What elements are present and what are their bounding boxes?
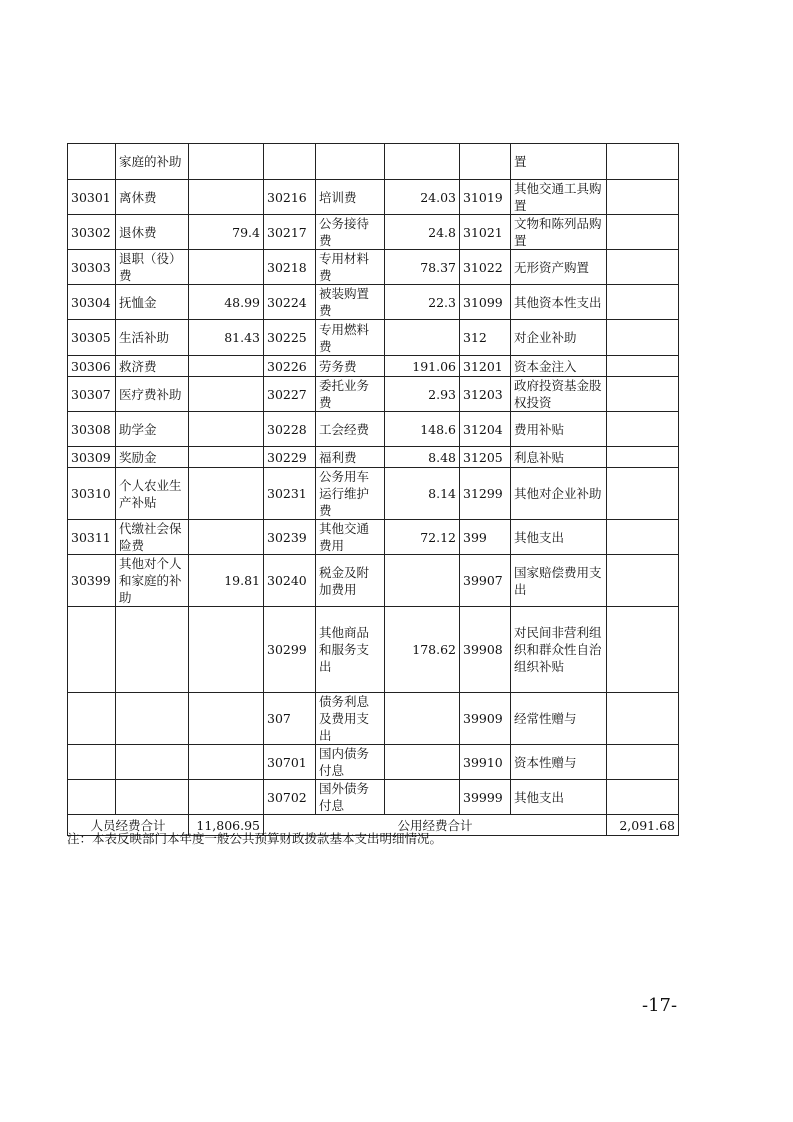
table-row	[68, 356, 679, 377]
table-cell: 24.03	[385, 180, 460, 215]
table-cell: 31299	[460, 468, 511, 520]
table-cell: 福利费	[316, 447, 385, 468]
table-cell: 30302	[68, 215, 116, 250]
table-row	[68, 780, 679, 815]
table-cell: 31203	[460, 377, 511, 412]
table-row	[68, 693, 679, 745]
table-cell	[189, 780, 264, 815]
table-cell	[68, 144, 116, 180]
table-cell: 2.93	[385, 377, 460, 412]
table-cell: 30311	[68, 520, 116, 555]
table-cell: 个人农业生产补贴	[116, 468, 189, 520]
table-cell: 对民间非营利组织和群众性自治组织补贴	[511, 607, 607, 693]
table-row	[68, 447, 679, 468]
table-cell: 30229	[264, 447, 316, 468]
table-cell: 30228	[264, 412, 316, 447]
table-cell	[385, 780, 460, 815]
table-cell: 30305	[68, 320, 116, 356]
table-cell	[116, 745, 189, 780]
table-cell: 307	[264, 693, 316, 745]
table-cell: 30299	[264, 607, 316, 693]
table-cell: 委托业务费	[316, 377, 385, 412]
table-cell: 生活补助	[116, 320, 189, 356]
table-row	[68, 412, 679, 447]
table-cell	[189, 607, 264, 693]
table-cell: 31205	[460, 447, 511, 468]
table-cell: 经常性赠与	[511, 693, 607, 745]
table-cell	[607, 412, 679, 447]
table-cell: 31022	[460, 250, 511, 285]
table-cell: 劳务费	[316, 356, 385, 377]
table-cell: 8.14	[385, 468, 460, 520]
table-cell	[607, 320, 679, 356]
table-cell	[385, 745, 460, 780]
table-cell	[189, 745, 264, 780]
table-cell: 399	[460, 520, 511, 555]
table-cell: 文物和陈列品购置	[511, 215, 607, 250]
table-cell: 22.3	[385, 285, 460, 320]
table-cell: 奖励金	[116, 447, 189, 468]
table-cell: 对企业补助	[511, 320, 607, 356]
table-cell: 30240	[264, 555, 316, 607]
table-cell	[189, 412, 264, 447]
table-cell: 39907	[460, 555, 511, 607]
table-cell	[607, 780, 679, 815]
table-cell: 78.37	[385, 250, 460, 285]
table-cell: 191.06	[385, 356, 460, 377]
table-cell: 30225	[264, 320, 316, 356]
table-cell: 费用补贴	[511, 412, 607, 447]
table-row	[68, 285, 679, 320]
table-cell: 离休费	[116, 180, 189, 215]
table-cell	[189, 377, 264, 412]
table-cell: 30701	[264, 745, 316, 780]
table-cell	[264, 144, 316, 180]
table-cell: 其他支出	[511, 520, 607, 555]
table-cell: 312	[460, 320, 511, 356]
table-cell	[189, 693, 264, 745]
table-cell	[116, 693, 189, 745]
table-cell	[607, 447, 679, 468]
table-cell: 31019	[460, 180, 511, 215]
table-row	[68, 320, 679, 356]
table-cell: 债务利息及费用支出	[316, 693, 385, 745]
table-cell: 24.8	[385, 215, 460, 250]
table-cell	[68, 607, 116, 693]
table-cell	[607, 356, 679, 377]
table-cell	[189, 520, 264, 555]
table-cell: 31099	[460, 285, 511, 320]
table-cell: 30239	[264, 520, 316, 555]
table-cell: 其他对个人和家庭的补助	[116, 555, 189, 607]
table-note: 注：本表反映部门本年度一般公共预算财政拨款基本支出明细情况。	[67, 831, 443, 846]
table-cell: 30231	[264, 468, 316, 520]
table-cell: 资本金注入	[511, 356, 607, 377]
table-cell: 税金及附加费用	[316, 555, 385, 607]
table-cell: 专用材料费	[316, 250, 385, 285]
table-cell	[607, 693, 679, 745]
table-cell: 退休费	[116, 215, 189, 250]
table-cell: 39908	[460, 607, 511, 693]
table-cell: 8.48	[385, 447, 460, 468]
table-cell	[68, 693, 116, 745]
table-cell: 无形资产购置	[511, 250, 607, 285]
table-cell	[189, 356, 264, 377]
table-cell: 其他交通费用	[316, 520, 385, 555]
table-cell: 其他交通工具购置	[511, 180, 607, 215]
table-cell: 30216	[264, 180, 316, 215]
table-cell: 81.43	[189, 320, 264, 356]
table-cell: 置	[511, 144, 607, 180]
table-cell: 30227	[264, 377, 316, 412]
table-cell: 政府投资基金股权投资	[511, 377, 607, 412]
table-cell: 救济费	[116, 356, 189, 377]
table-cell	[189, 447, 264, 468]
table-cell: 国内债务付息	[316, 745, 385, 780]
table-cell	[116, 607, 189, 693]
table-cell	[607, 520, 679, 555]
table-cell: 其他资本性支出	[511, 285, 607, 320]
table-cell: 退职（役）费	[116, 250, 189, 285]
table-row	[68, 555, 679, 607]
table-cell	[607, 250, 679, 285]
table-cell: 30307	[68, 377, 116, 412]
table-cell	[385, 555, 460, 607]
table-cell	[189, 144, 264, 180]
table-cell: 30301	[68, 180, 116, 215]
table-cell	[607, 745, 679, 780]
personnel-total-label: 人员经费合计	[68, 815, 189, 836]
table-cell: 代缴社会保险费	[116, 520, 189, 555]
table-cell: 30218	[264, 250, 316, 285]
public-total-label: 公用经费合计	[264, 815, 607, 836]
table-cell: 30304	[68, 285, 116, 320]
table-cell: 公务接待费	[316, 215, 385, 250]
table-row	[68, 745, 679, 780]
table-cell: 30310	[68, 468, 116, 520]
table-cell: 178.62	[385, 607, 460, 693]
table-cell: 30309	[68, 447, 116, 468]
table-cell: 48.99	[189, 285, 264, 320]
table-row	[68, 250, 679, 285]
table-cell: 专用燃料费	[316, 320, 385, 356]
table-cell	[607, 215, 679, 250]
table-cell: 资本性赠与	[511, 745, 607, 780]
table-cell: 家庭的补助	[116, 144, 189, 180]
table-cell: 医疗费补助	[116, 377, 189, 412]
table-row	[68, 144, 679, 180]
table-cell: 31204	[460, 412, 511, 447]
table-cell: 148.6	[385, 412, 460, 447]
table-row	[68, 520, 679, 555]
table-cell: 利息补贴	[511, 447, 607, 468]
table-cell	[460, 144, 511, 180]
table-cell: 被装购置费	[316, 285, 385, 320]
table-cell: 30224	[264, 285, 316, 320]
table-cell	[607, 180, 679, 215]
table-cell: 30702	[264, 780, 316, 815]
personnel-total-amount: 11,806.95	[189, 815, 264, 836]
table-cell	[68, 780, 116, 815]
page-number: -17-	[642, 995, 678, 1016]
table-cell: 30399	[68, 555, 116, 607]
table-row	[68, 215, 679, 250]
expenditure-detail-table	[67, 143, 679, 836]
table-cell	[189, 468, 264, 520]
table-cell	[189, 250, 264, 285]
table-cell: 国外债务付息	[316, 780, 385, 815]
table-cell: 公务用车运行维护费	[316, 468, 385, 520]
table-cell	[189, 180, 264, 215]
table-cell: 30308	[68, 412, 116, 447]
table-cell	[385, 144, 460, 180]
table-row	[68, 607, 679, 693]
table-cell	[385, 693, 460, 745]
table-cell: 抚恤金	[116, 285, 189, 320]
table-row	[68, 180, 679, 215]
table-cell: 30306	[68, 356, 116, 377]
table-cell: 培训费	[316, 180, 385, 215]
table-row	[68, 377, 679, 412]
public-total-amount: 2,091.68	[607, 815, 679, 836]
table-cell: 助学金	[116, 412, 189, 447]
table-cell	[607, 555, 679, 607]
table-cell: 31021	[460, 215, 511, 250]
table-cell: 31201	[460, 356, 511, 377]
table-cell	[607, 144, 679, 180]
table-cell: 39910	[460, 745, 511, 780]
table-row	[68, 468, 679, 520]
table-cell: 39999	[460, 780, 511, 815]
table-cell: 39909	[460, 693, 511, 745]
table-cell	[116, 780, 189, 815]
table-cell	[68, 745, 116, 780]
table-cell	[607, 377, 679, 412]
table-cell: 其他支出	[511, 780, 607, 815]
table-cell	[385, 320, 460, 356]
table-cell: 72.12	[385, 520, 460, 555]
table-cell	[607, 607, 679, 693]
table-cell: 30226	[264, 356, 316, 377]
table-cell: 工会经费	[316, 412, 385, 447]
table-cell: 其他商品和服务支出	[316, 607, 385, 693]
table-cell: 19.81	[189, 555, 264, 607]
table-cell	[607, 285, 679, 320]
table-cell: 其他对企业补助	[511, 468, 607, 520]
table-cell: 30303	[68, 250, 116, 285]
table-cell	[607, 468, 679, 520]
table-cell: 79.4	[189, 215, 264, 250]
table-cell: 国家赔偿费用支出	[511, 555, 607, 607]
table-cell: 30217	[264, 215, 316, 250]
table-cell	[316, 144, 385, 180]
